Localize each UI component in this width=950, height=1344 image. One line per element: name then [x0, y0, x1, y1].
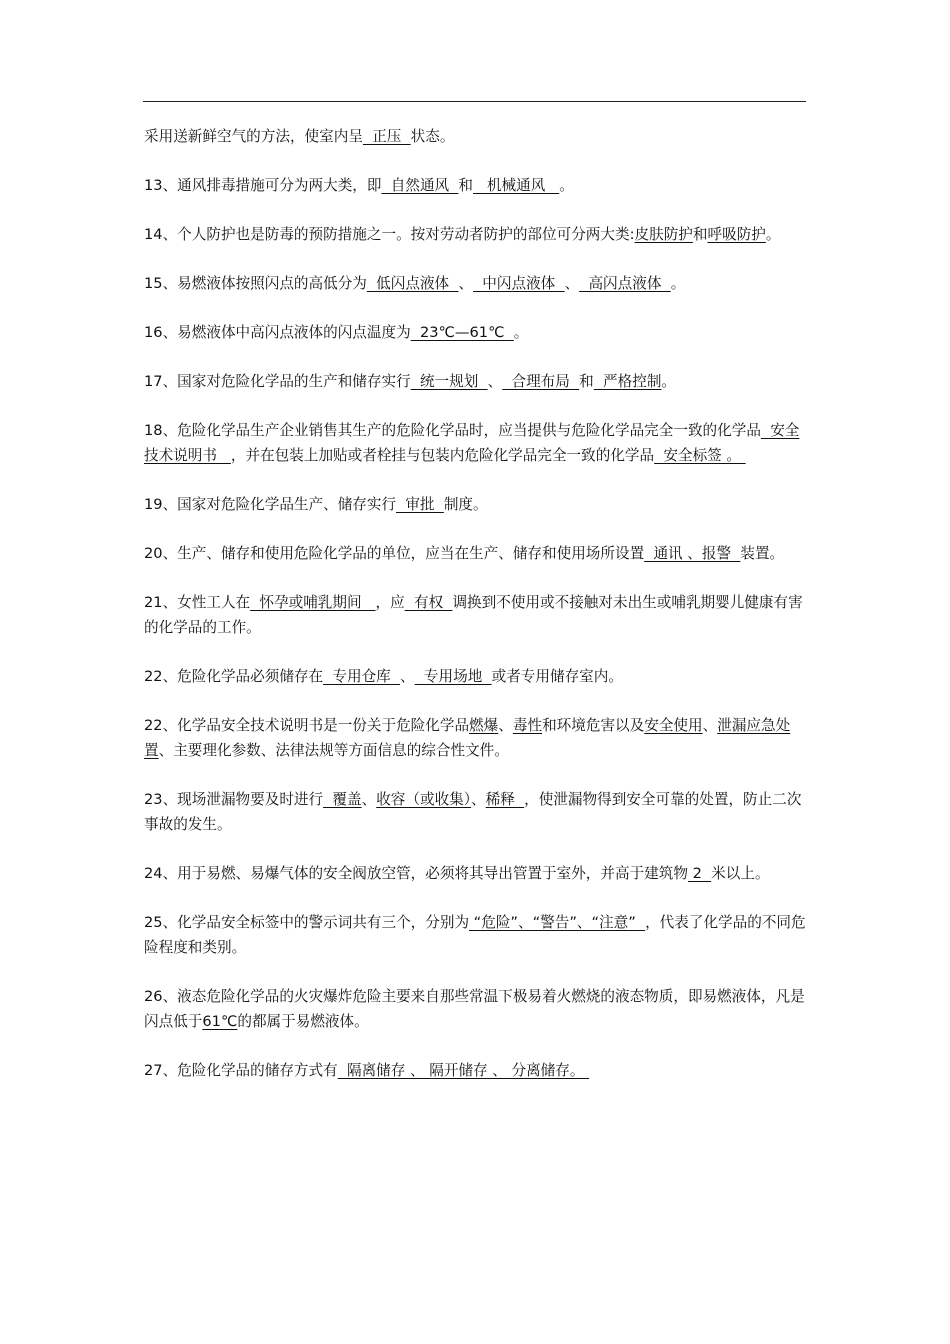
paragraph-text: 、 — [702, 717, 718, 734]
paragraph — [144, 861, 808, 886]
paragraph-text: 27、危险化学品的储存方式有 — [144, 1062, 338, 1079]
paragraph — [144, 369, 808, 394]
answer-blank: 23℃—61℃ — [410, 324, 514, 341]
answer-blank: 中闪点液体 — [473, 275, 565, 292]
paragraph-text: 21、女性工人在 — [144, 594, 251, 611]
paragraph-text: 22、化学品安全技术说明书是一份关于危险化学品 — [144, 717, 470, 734]
answer-blank: 呼吸防护 — [707, 226, 766, 243]
paragraph-text: 、主要理化参数、法律法规等方面信息的综合性文件。 — [158, 742, 509, 759]
paragraph-text: ，使泄漏物得到安全可靠的处置，防止二次事故的发生。 — [144, 791, 802, 833]
paragraph-text: 13、通风排毒措施可分为两大类，即 — [144, 177, 382, 194]
paragraph-text: 17、国家对危险化学品的生产和储存实行 — [144, 373, 411, 390]
paragraph-text: ，并在包装上加贴或者栓挂与包装内危险化学品完全一致的化学品 — [230, 447, 655, 464]
paragraph — [144, 590, 808, 640]
paragraph-text: 。 — [765, 226, 781, 243]
answer-blank: 毒性 — [512, 717, 543, 734]
answer-blank: 安全使用 — [644, 717, 703, 734]
paragraph-text: 和 — [692, 226, 708, 243]
paragraph-text: ，应 — [375, 594, 405, 611]
answer-blank: 统一规划 — [410, 373, 488, 390]
answer-blank: 自然通风 — [381, 177, 459, 194]
paragraph — [144, 664, 808, 689]
paragraph-text: 和 — [458, 177, 474, 194]
paragraph-text: 装置。 — [740, 545, 785, 562]
paragraph-text: 、 — [564, 275, 580, 292]
answer-blank: “危险”、“警告”、“注意” — [469, 914, 646, 931]
paragraph-text: 采用送新鲜空气的方法，使室内呈 — [144, 128, 363, 145]
paragraph-text: 15、易燃液体按照闪点的高低分为 — [144, 275, 367, 292]
paragraph — [144, 124, 808, 149]
paragraph — [144, 984, 808, 1034]
answer-blank: 61℃ — [202, 1013, 238, 1030]
paragraph-text: 和 — [579, 373, 594, 390]
paragraph — [144, 787, 808, 837]
paragraph — [144, 271, 808, 296]
answer-blank: 有权 — [404, 594, 453, 611]
answer-blank: 2 — [687, 865, 712, 882]
answer-blank: 怀孕或哺乳期间 — [250, 594, 376, 611]
paragraph-text: 、 — [471, 791, 486, 808]
paragraph-text: 。 — [661, 373, 677, 390]
paragraph — [144, 222, 808, 247]
paragraph — [144, 1058, 808, 1083]
paragraph — [144, 492, 808, 517]
paragraph — [144, 713, 808, 763]
answer-blank: 低闪点液体 — [366, 275, 459, 292]
paragraph-text: 22、危险化学品必须储存在 — [144, 668, 324, 685]
answer-blank: 燃爆 — [469, 717, 499, 734]
paragraph-text: 19、国家对危险化学品生产、储存实行 — [144, 496, 397, 513]
paragraph-text: 的都属于易燃液体。 — [237, 1013, 369, 1030]
answer-blank: 高闪点液体 — [579, 275, 671, 292]
paragraph-text: 、 — [361, 791, 377, 808]
paragraph-text: 米以上。 — [711, 865, 770, 882]
paragraph-text: 和环境危害以及 — [542, 717, 645, 734]
answer-blank: 严格控制 — [593, 373, 662, 390]
paragraph-text: 、 — [458, 275, 474, 292]
answer-blank: 正压 — [362, 128, 411, 145]
answer-blank: 专用仓库 — [323, 668, 401, 685]
paragraph — [144, 173, 808, 198]
paragraph-text: 26、液态危险化学品的火灾爆炸危险主要来自那些常温下极易着火燃烧的液态物质，即易燃液体，凡是闪点低于 — [144, 988, 805, 1030]
paragraph-text: 、 — [400, 668, 415, 685]
paragraph-text: 。 — [670, 275, 686, 292]
answer-blank: 隔离储存 、 隔开储存 、 分离储存。 — [337, 1062, 590, 1079]
header-rule — [143, 101, 806, 102]
paragraph-text: ，代表了化学品的不同危险程度和类别。 — [144, 914, 806, 956]
answer-blank: 皮肤防护 — [634, 226, 693, 243]
answer-blank: 专用场地 — [414, 668, 492, 685]
answer-blank: 审批 — [396, 496, 444, 513]
answer-blank: 收容（或收集） — [376, 791, 472, 808]
paragraph-text: 。 — [513, 324, 529, 341]
paragraph-text: 、 — [498, 717, 513, 734]
answer-blank: 安全技术说明书 — [144, 422, 800, 464]
paragraph-text: 或者专用储存室内。 — [491, 668, 623, 685]
answer-blank: 合理布局 — [502, 373, 580, 390]
paragraph-text: 调换到不使用或不接触对未出生或哺乳期婴儿健康有害的化学品的工作。 — [144, 594, 803, 636]
paragraph-text: 25、化学品安全标签中的警示词共有三个，分别为 — [144, 914, 470, 931]
paragraph — [144, 320, 808, 345]
paragraph-text: 、 — [487, 373, 503, 390]
answer-blank: 安全标签 。 — [654, 447, 746, 464]
paragraph-text: 16、易燃液体中高闪点液体的闪点温度为 — [144, 324, 411, 341]
answer-blank: 覆盖 — [323, 791, 362, 808]
paragraph-text: 14、个人防护也是防毒的预防措施之一。按对劳动者防护的部位可分两大类: — [144, 226, 635, 243]
paragraph — [144, 541, 808, 566]
document-body — [144, 124, 808, 1107]
answer-blank: 机械通风 — [473, 177, 560, 194]
answer-blank: 泄漏应急处置 — [144, 717, 791, 759]
paragraph-text: 18、危险化学品生产企业销售其生产的危险化学品时，应当提供与危险化学品完全一致的化学品 — [144, 422, 761, 439]
answer-blank: 通讯 、报警 — [644, 545, 741, 562]
answer-blank: 稀释 — [485, 791, 525, 808]
paragraph-text: 23、现场泄漏物要及时进行 — [144, 791, 324, 808]
paragraph-text: 24、用于易燃、易爆气体的安全阀放空管，必须将其导出管置于室外，并高于建筑物 — [144, 865, 688, 882]
paragraph-text: 制度。 — [443, 496, 488, 513]
paragraph-text: 20、生产、储存和使用危险化学品的单位，应当在生产、储存和使用场所设置 — [144, 545, 645, 562]
paragraph-text: 。 — [559, 177, 574, 194]
paragraph-text: 状态。 — [410, 128, 455, 145]
paragraph — [144, 910, 808, 960]
paragraph — [144, 418, 808, 468]
